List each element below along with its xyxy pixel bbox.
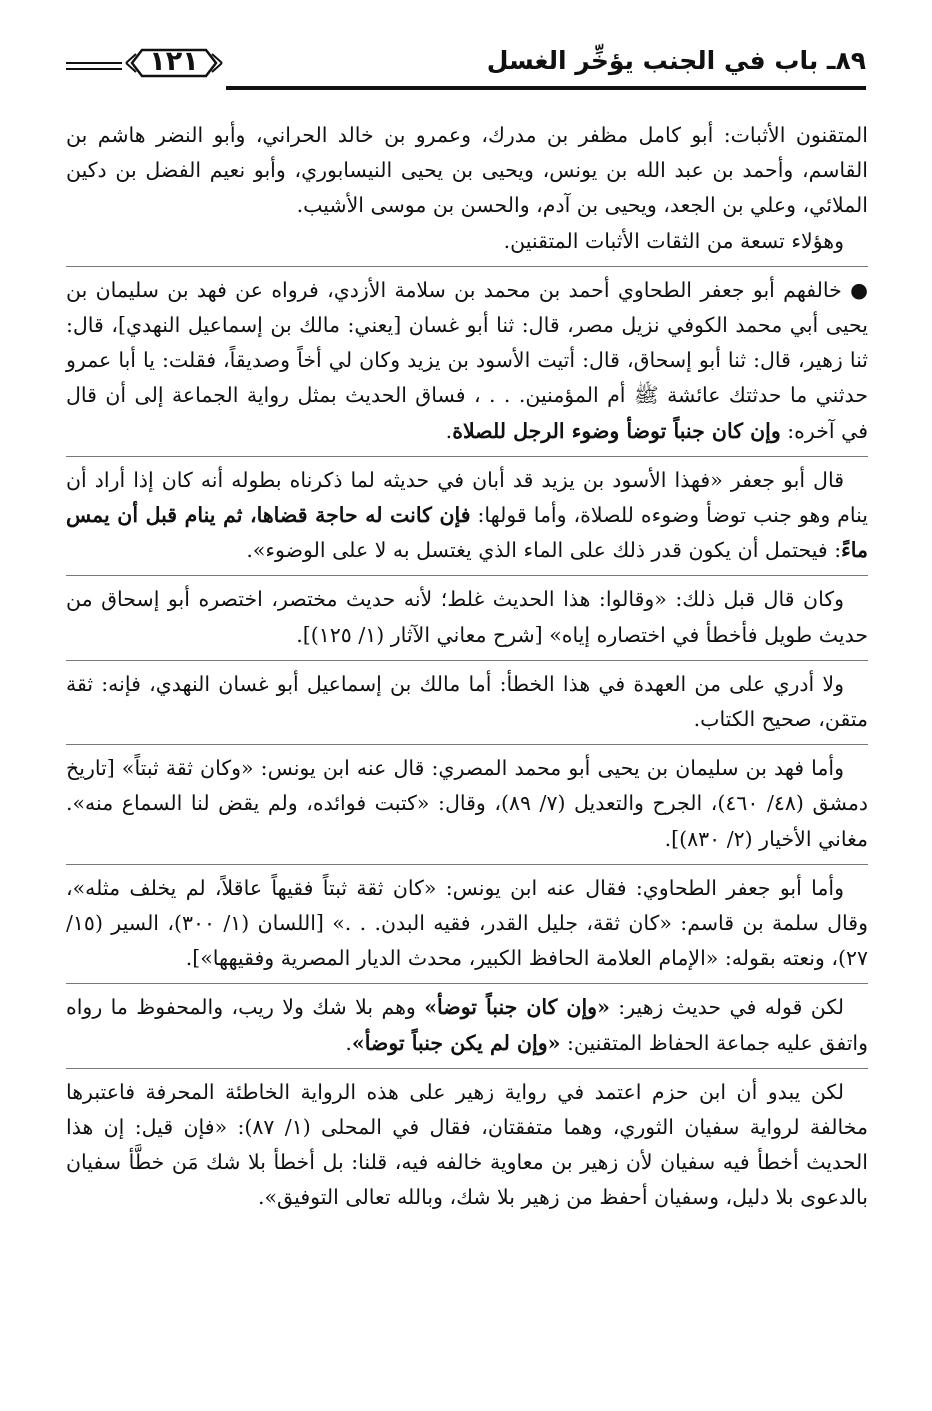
paragraph-separator (66, 660, 868, 661)
page-body (66, 118, 868, 1216)
paragraph (66, 667, 868, 737)
paragraph-separator (66, 456, 868, 457)
bold-text: وإن كان جنباً توضأ وضوء الرجل للصلاة (452, 418, 781, 443)
page-number: ١٢١ (149, 46, 199, 77)
text-run: وكان قال قبل ذلك: «وقالوا: هذا الحديث غلط؛ لأنه حديث مختصر، اختصره أبو إسحاق من حديث طويل فأخطأ في اختصاره إياه» [شرح معاني الآثار (١/ ١٢٥)]. (66, 587, 868, 647)
paragraph-separator (66, 1068, 868, 1069)
paragraph (66, 751, 868, 857)
text-run: . (345, 1030, 352, 1055)
text-run: ● خالفهم أبو جعفر الطحاوي أحمد بن محمد بن سلامة الأزدي، فرواه عن فهد بن سليمان بن يحيى أبي محمد الكوفي نزيل مصر، قال: ثنا أبو غسان [يعني: مالك بن إسماعيل النهدي]، قال: ثنا زهير، قال: ثنا أبو إسحاق، قال: أتيت الأسود بن يزيد وكان لي أخاً وصديقاً، فقلت: يا أبا عمرو حدثني ما حدثتك عائشة ﷺ أم المؤمنين. . . ، فساق الحديث بمثل رواية الجماعة إلى أن قال في آخره: (66, 277, 868, 443)
paragraph (66, 1075, 868, 1216)
header-rule-left-lower (66, 68, 122, 70)
text-run: وهؤلاء تسعة من الثقات الأثبات المتقنين. (503, 228, 844, 253)
bold-text: «وإن كان جنباً توضأ» (424, 995, 610, 1020)
paragraph (66, 118, 868, 224)
header-rule (226, 86, 866, 90)
header-rule-left (66, 62, 122, 64)
bold-text: فإن كانت له حاجة قضاها، ثم ينام قبل أن يمس ماءً (66, 503, 868, 563)
text-run: قال أبو جعفر «فهذا الأسود بن يزيد قد أبان في حديثه لما ذكرناه بطوله أنه كان إذا أراد أن ينام وهو جنب توضأ وضوءه للصلاة، وأما قولها: (66, 467, 868, 528)
paragraph (66, 463, 868, 569)
paragraph (66, 871, 868, 977)
text-run: : فيحتمل أن يكون قدر ذلك على الماء الذي يغتسل به لا على الوضوء». (246, 538, 842, 563)
paragraph-separator (66, 744, 868, 745)
text-run: لكن يبدو أن ابن حزم اعتمد في رواية زهير على هذه الرواية الخاطئة المحرفة فاعتبرها مخالفة لرواية سفيان الثوري، وهما متفقتان، فقال في المحلى (١/ ٨٧): «فإن قيل: إن هذا الحديث أخطأ فيه سفيان لأن زهير بن معاوية خالفه فيه، قلنا: بل أخطأ بلا شك مَن خطَّأ سفيان بالدعوى بلا دليل، وسفيان أحفظ من زهير بلا شك، وبالله تعالى التوفيق». (66, 1079, 868, 1210)
page-number-badge (124, 40, 224, 86)
text-run: لكن قوله في حديث زهير: (609, 995, 844, 1020)
paragraph (66, 990, 868, 1060)
text-run: وأما أبو جعفر الطحاوي: فقال عنه ابن يونس: «كان ثقة ثبتاً فقيهاً عاقلاً، لم يخلف مثله»، وقال سلمة بن قاسم: «كان ثقة، جليل القدر، فقيه البدن. . .» [اللسان (١/ ٣٠٠)، السير (١٥/ ٢٧)، ونعته بقوله: «الإمام العلامة الحافظ الكبير، محدث الديار المصرية وفقيهها»]. (66, 875, 868, 971)
page-header (66, 44, 866, 104)
paragraph-separator (66, 983, 868, 984)
text-run: وأما فهد بن سليمان بن يحيى أبو محمد المصري: قال عنه ابن يونس: «وكان ثقة ثبتاً» [تاريخ دمشق (٤٨/ ٤٦٠)، الجرح والتعديل (٧/ ٨٩)، وقال: «كتبت فوائده، ولم يقض لنا السماع منه». مغاني الأخيار (٢/ ٨٣٠)]. (66, 756, 868, 851)
text-run: . (445, 418, 453, 443)
chapter-title: ٨٩ـ باب في الجنب يؤخِّر الغسل (486, 46, 866, 75)
paragraph (66, 273, 868, 449)
text-run: ولا أدري على من العهدة في هذا الخطأ: أما مالك بن إسماعيل أبو غسان النهدي، فإنه: ثقة متقن، صحيح الكتاب. (66, 671, 868, 732)
text-run: المتقنون الأثبات: أبو كامل مظفر بن مدرك، وعمرو بن خالد الحراني، وأبو النضر هاشم بن القاسم، وأحمد بن عبد الله بن يونس، ويحيى بن يحيى النيسابوري، وأبو نعيم الفضل بن دكين الملائي، وعلي بن الجعد، ويحيى بن آدم، والحسن بن موسى الأشيب. (66, 123, 868, 218)
paragraph-separator (66, 864, 868, 865)
paragraph (66, 224, 868, 259)
paragraph-separator (66, 575, 868, 576)
paragraph (66, 582, 868, 652)
bold-text: «وإن لم يكن جنباً توضأ» (351, 1030, 561, 1055)
text-run: وهم بلا شك ولا ريب، والمحفوظ ما رواه واتفق عليه جماعة الحفاظ المتقنين: (66, 995, 868, 1055)
paragraph-separator (66, 266, 868, 267)
